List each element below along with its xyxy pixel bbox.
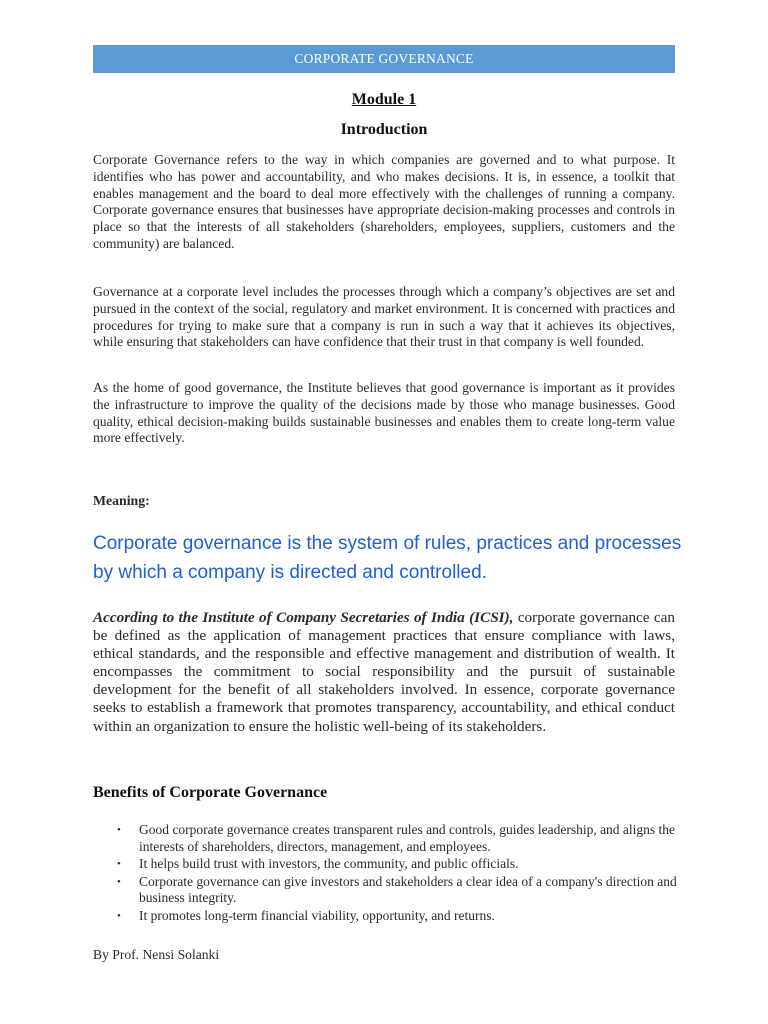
- benefit-text: It promotes long-term financial viability, opportunity, and returns.: [139, 907, 495, 923]
- bullet-icon: •: [117, 858, 121, 871]
- benefit-text: Corporate governance can give investors and stakeholders a clear idea of a company's direction and business integrity.: [139, 873, 677, 906]
- bullet-icon: •: [117, 824, 121, 836]
- benefit-item: [93, 874, 683, 907]
- benefit-item: [93, 822, 683, 855]
- icsi-paragraph: [93, 609, 675, 736]
- benefit-item: [93, 856, 683, 873]
- bullet-icon: •: [117, 875, 121, 888]
- header-bar: [93, 45, 675, 73]
- footer-author: By Prof. Nensi Solanki: [93, 947, 220, 962]
- intro-paragraph-1: Corporate Governance refers to the way in which companies are governed and to what purpose. It identifies who has power and accountability, and who makes decisions. It is, in essence, a toolkit that enables management and the board to deal more effectively with the challenges of running a company. Corporate governance ensures that businesses have appropriate decision-making processes and controls in place so that the interests of all stakeholders (shareholders, employees, suppliers, customers and the community) are balanced.: [93, 152, 675, 251]
- definition-text: Corporate governance is the system of rules, practices and processes by which a company is directed and controlled.: [93, 533, 682, 583]
- icsi-lead: According to the Institute of Company Secretaries of India (ICSI),: [93, 609, 514, 626]
- benefits-heading: Benefits of Corporate Governance: [93, 784, 328, 801]
- module-title: Module 1: [351, 91, 417, 108]
- benefits-list: [93, 822, 683, 926]
- bullet-icon: •: [117, 909, 121, 922]
- benefit-text: It helps build trust with investors, the community, and public officials.: [139, 856, 519, 872]
- header-title: CORPORATE GOVERNANCE: [294, 51, 474, 66]
- icsi-text: corporate governance can be defined as the application of management practices that ensure compliance with laws, ethical standards, and the responsible and effective management and distribution of wealth. It encompasses the commitment to social responsibility and the pursuit of sustainable development for the benefit of all stakeholders involved. In essence, corporate governance seeks to establish a framework that promotes transparency, accountability, and ethical conduct within an organization to ensure the holistic well-being of its stakeholders.: [93, 609, 675, 735]
- intro-paragraph-2: Governance at a corporate level includes the processes through which a company’s objectives are set and pursued in the context of the social, regulatory and market environment. It is concerned with practices and procedures for trying to make sure that a company is run in such a way that it achieves its objectives, while ensuring that stakeholders can have confidence that their trust in that company is well founded.: [93, 284, 675, 350]
- benefit-item: [93, 908, 683, 925]
- intro-title: Introduction: [340, 121, 428, 138]
- meaning-heading: Meaning:: [93, 493, 150, 508]
- intro-paragraph-3: As the home of good governance, the Institute believes that good governance is important as it provides the infrastructure to improve the quality of the decisions made by those who manage businesses. Good quality, ethical decision-making builds sustainable businesses and enables them to create long-term value more effectively.: [93, 380, 675, 446]
- benefit-text: Good corporate governance creates transparent rules and controls, guides leadership, and aligns the interests of shareholders, directors, management, and employees.: [139, 822, 676, 854]
